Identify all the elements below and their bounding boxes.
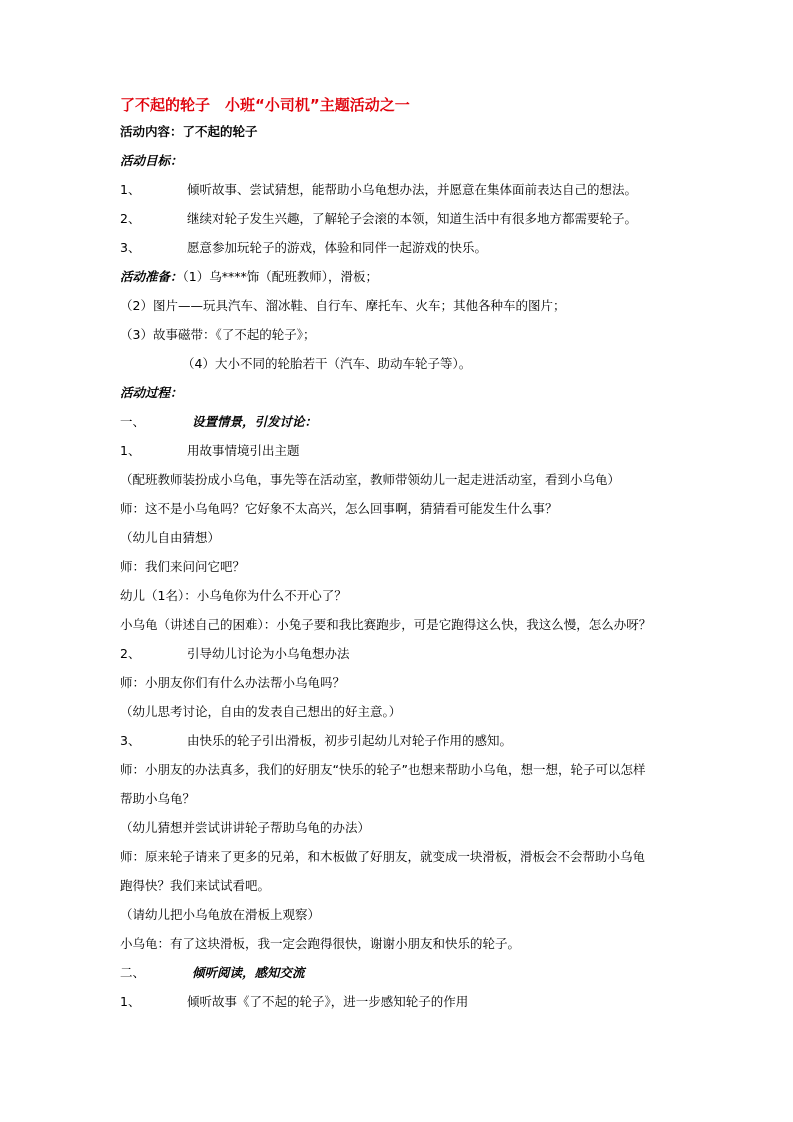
step-text: 倾听故事《了不起的轮子》，进一步感知轮子的作用	[187, 994, 469, 1009]
process-heading: 活动过程：	[120, 385, 183, 400]
goal-number: 3、	[120, 240, 141, 255]
goal-item	[120, 211, 753, 227]
goal-item	[120, 182, 753, 198]
goal-number: 1、	[120, 182, 141, 197]
step-number: 1、	[120, 994, 141, 1009]
paragraph: 跑得快？我们来试试看吧。	[120, 878, 271, 893]
paragraph: （幼儿自由猜想）	[120, 530, 221, 545]
goal-text: 倾听故事、尝试猜想，能帮助小乌龟想办法，并愿意在集体面前表达自己的想法。	[187, 182, 638, 197]
paragraph: （幼儿思考讨论，自由的发表自己想出的好主意。）	[120, 704, 402, 719]
paragraph: 师：我们来问问它吧？	[120, 559, 246, 574]
section-number: 二、	[120, 965, 146, 980]
section-title: 设置情景，引发讨论：	[192, 414, 318, 429]
paragraph: 帮助小乌龟？	[120, 791, 196, 806]
prep-heading: 活动准备：	[120, 269, 183, 284]
paragraph: （请幼儿把小乌龟放在滑板上观察）	[120, 907, 321, 922]
section-heading	[120, 965, 753, 981]
goal-text: 愿意参加玩轮子的游戏，体验和同伴一起游戏的快乐。	[187, 240, 488, 255]
goal-number: 2、	[120, 211, 141, 226]
section-heading	[120, 414, 753, 430]
prep-item: （3）故事磁带：《了不起的轮子》；	[120, 327, 316, 342]
paragraph: 师：小朋友你们有什么办法帮小乌龟吗？	[120, 675, 346, 690]
activity-content: 活动内容：了不起的轮子	[120, 124, 258, 139]
paragraph: 师：原来轮子请来了更多的兄弟，和木板做了好朋友，就变成一块滑板，滑板会不会帮助小乌龟	[120, 849, 646, 864]
prep-line	[120, 269, 753, 285]
prep-item: （2）图片——玩具汽车、溜冰鞋、自行车、摩托车、火车；其他各种车的图片；	[120, 298, 566, 313]
goal-text: 继续对轮子发生兴趣，了解轮子会滚的本领，知道生活中有很多地方都需要轮子。	[187, 211, 638, 226]
step-text: 由快乐的轮子引出滑板，初步引起幼儿对轮子作用的感知。	[187, 733, 513, 748]
paragraph: 幼儿（1名）：小乌龟你为什么不开心了？	[120, 588, 347, 603]
step-number: 1、	[120, 443, 141, 458]
paragraph: 小乌龟：有了这块滑板，我一定会跑得很快，谢谢小朋友和快乐的轮子。	[120, 936, 521, 951]
step-item	[120, 733, 753, 749]
step-number: 3、	[120, 733, 141, 748]
paragraph: 师：这不是小乌龟吗？它好象不太高兴，怎么回事啊，猜猜看可能发生什么事？	[120, 501, 558, 516]
step-number: 2、	[120, 646, 141, 661]
paragraph: （配班教师装扮成小乌龟，事先等在活动室，教师带领幼儿一起走进活动室，看到小乌龟）	[120, 472, 621, 487]
goal-item	[120, 240, 753, 256]
paragraph: 师：小朋友的办法真多，我们的好朋友“快乐的轮子”也想来帮助小乌龟，想一想，轮子可以怎样	[120, 762, 646, 777]
step-item	[120, 443, 753, 459]
prep-item: （4）大小不同的轮胎若干（汽车、助动车轮子等）。	[182, 356, 472, 371]
step-text: 用故事情境引出主题	[187, 443, 300, 458]
paragraph: （幼儿猜想并尝试讲讲轮子帮助乌龟的办法）	[120, 820, 371, 835]
step-item	[120, 994, 753, 1010]
document-title: 了不起的轮子 小班“小司机”主题活动之一	[120, 96, 410, 114]
paragraph: 小乌龟（讲述自己的困难）：小兔子要和我比赛跑步，可是它跑得这么快，我这么慢，怎么办呀？	[120, 617, 652, 632]
section-title: 倾听阅读，感知交流	[192, 965, 305, 980]
prep-item: （1）乌****饰（配班教师），滑板；	[182, 269, 378, 284]
step-text: 引导幼儿讨论为小乌龟想办法	[187, 646, 350, 661]
goals-heading: 活动目标：	[120, 153, 183, 168]
section-number: 一、	[120, 414, 146, 429]
step-item	[120, 646, 753, 662]
